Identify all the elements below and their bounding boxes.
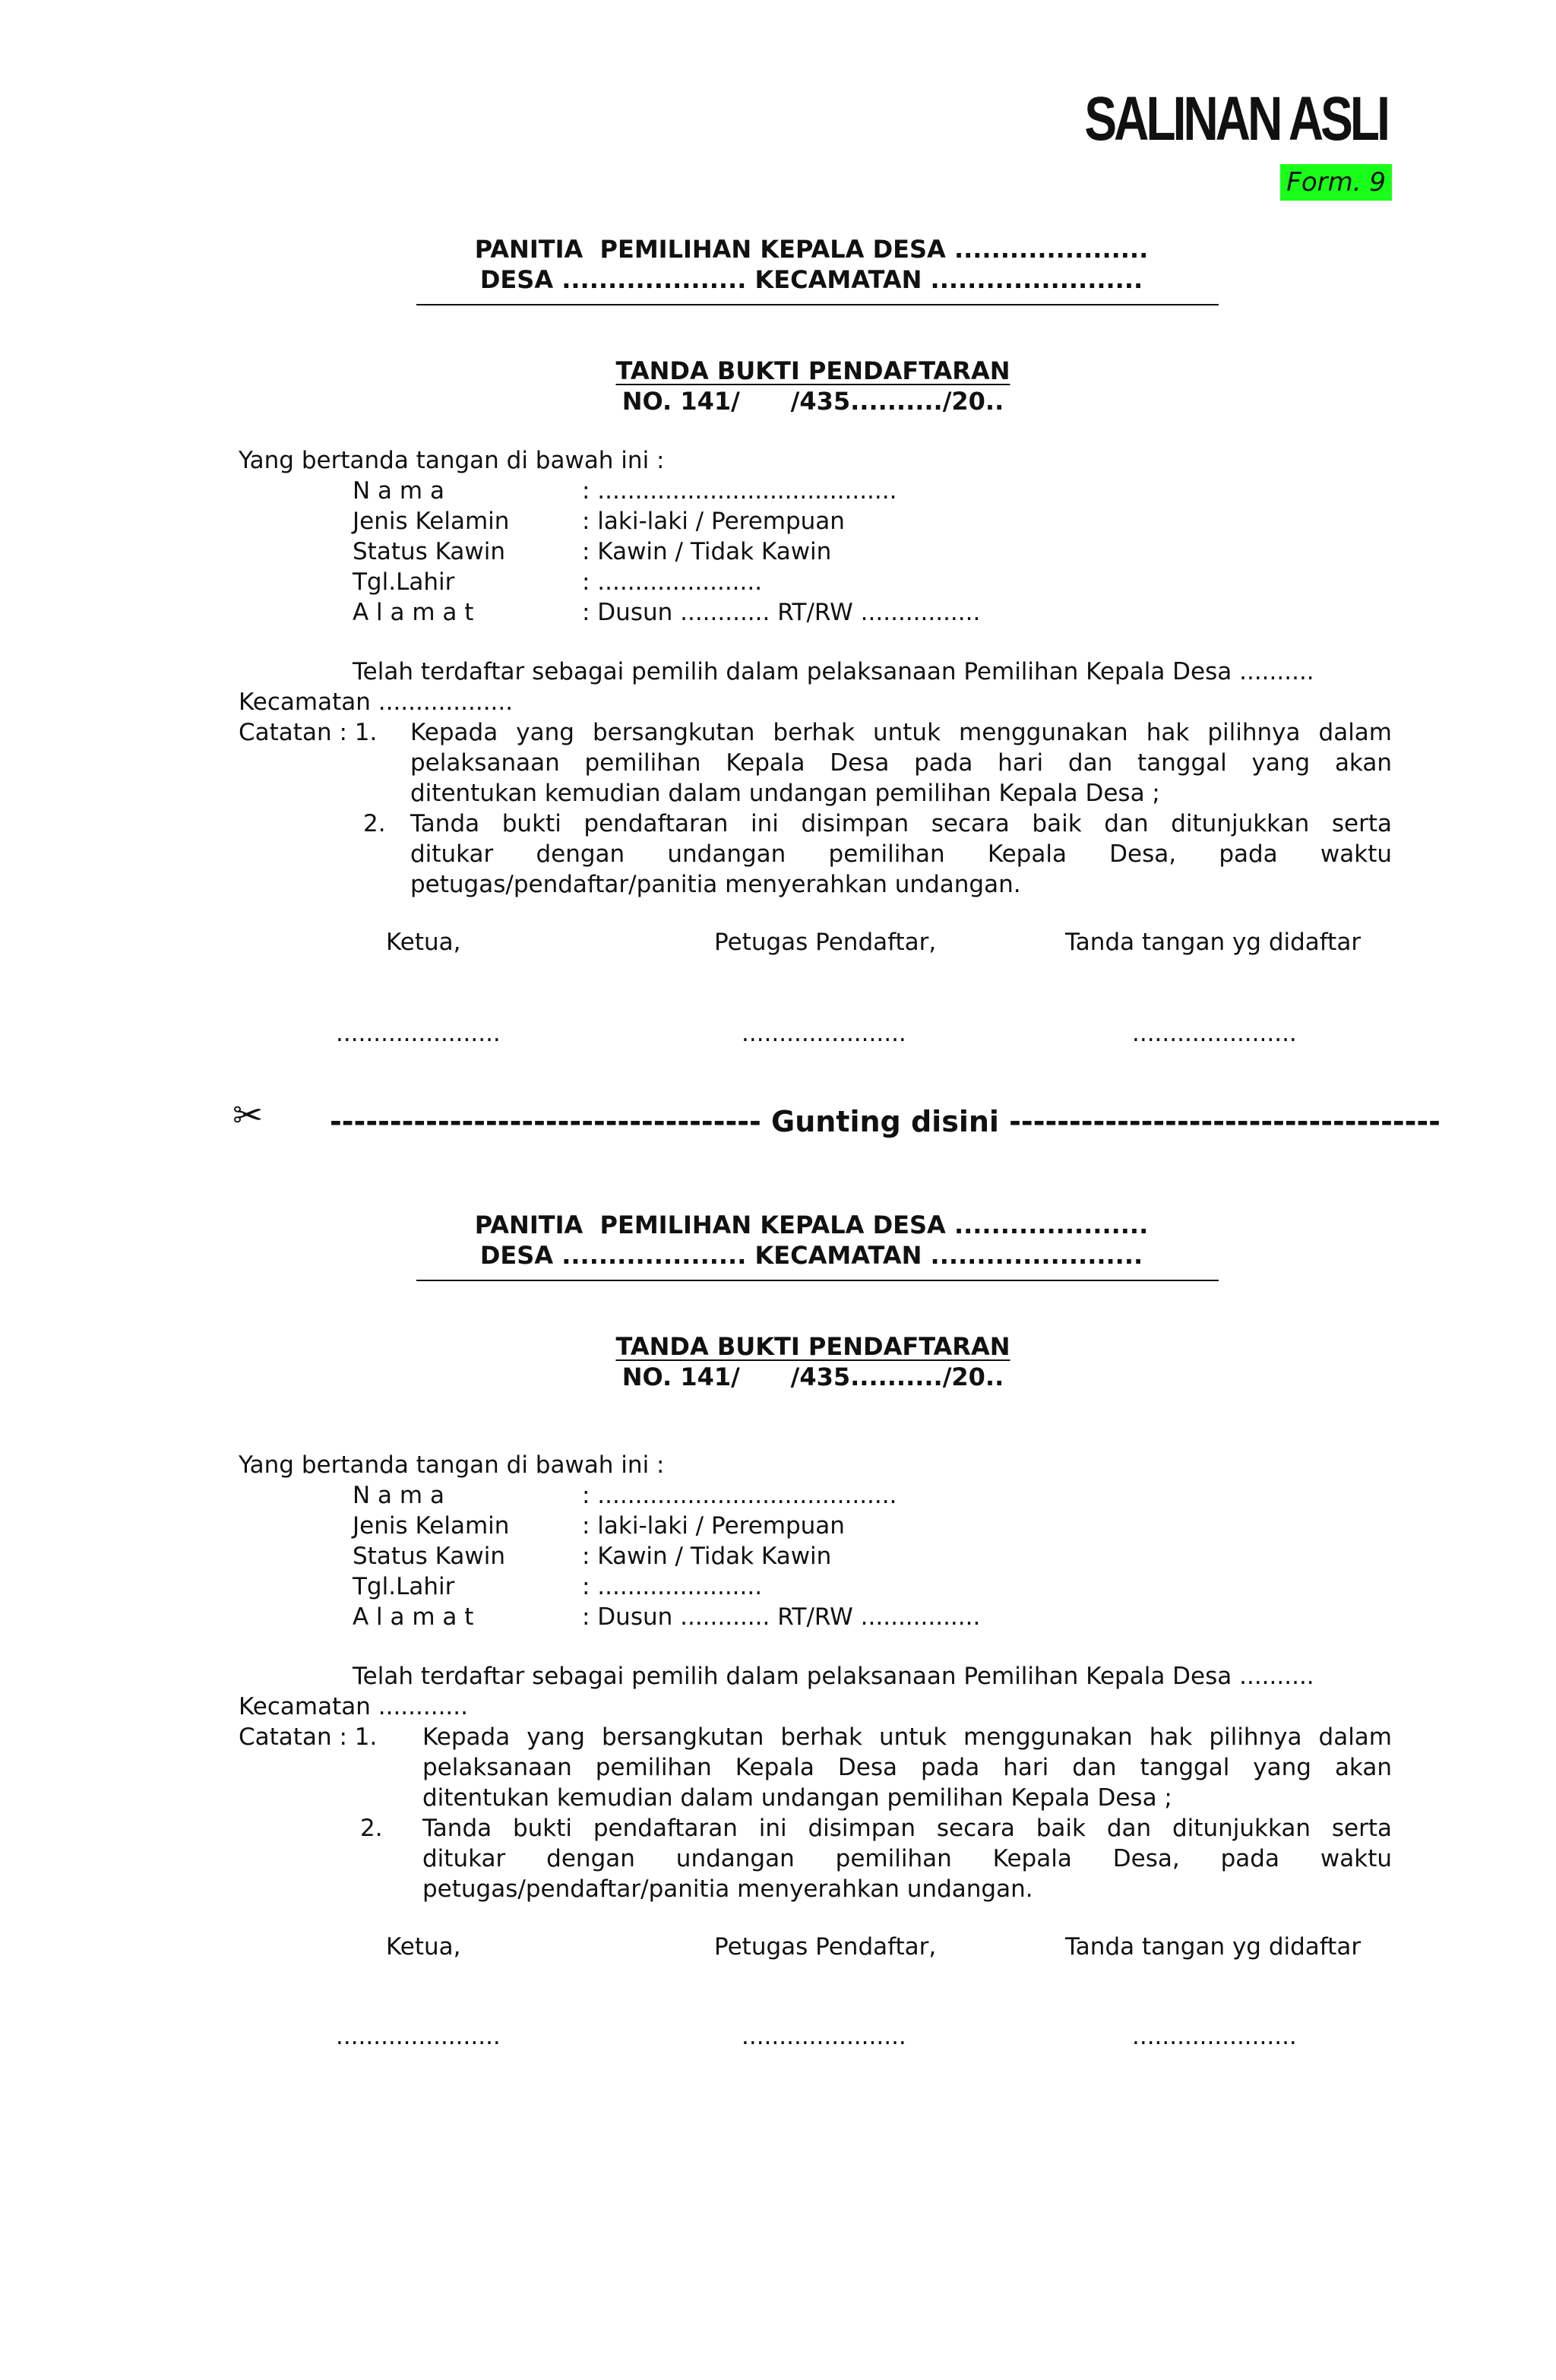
note-2-number: 2. <box>363 810 386 837</box>
signature-blank-petugas: ...................... <box>742 1020 906 1047</box>
note-1-line: Kepada yang bersangkutan berhak untuk menggunakan hak pilihnya dalam <box>422 1723 1392 1751</box>
field-value-nama: : ........................................ <box>582 1482 897 1509</box>
stamp-salinan-asli: SALINAN ASLI <box>1084 84 1387 153</box>
field-label-tgl-lahir: Tgl.Lahir <box>353 568 455 596</box>
signature-label-ketua: Ketua, <box>386 929 461 956</box>
header-divider <box>416 1280 1219 1281</box>
field-label-jenis-kelamin: Jenis Kelamin <box>353 508 510 535</box>
intro-text: Yang bertanda tangan di bawah ini : <box>239 1451 665 1479</box>
committee-header-line1: PANITIA PEMILIHAN KEPALA DESA ..................... <box>474 1211 1149 1239</box>
note-2-line: petugas/pendaftar/panitia menyerahkan undangan. <box>410 871 1021 898</box>
field-label-alamat: A l a m a t <box>353 599 474 626</box>
note-2-line: petugas/pendaftar/panitia menyerahkan undangan. <box>422 1875 1033 1903</box>
signature-label-petugas: Petugas Pendaftar, <box>714 1933 937 1961</box>
notes-label: Catatan : 1. <box>239 1723 378 1751</box>
receipt-title: TANDA BUKTI PENDAFTARAN <box>615 356 1010 385</box>
field-label-alamat: A l a m a t <box>353 1603 474 1631</box>
field-value-tgl-lahir: : ...................... <box>582 1573 763 1600</box>
header-divider <box>416 304 1219 305</box>
cut-here-text: ------------------------------------ Gunting disini ------------------------------------ <box>330 1105 1441 1138</box>
signature-blank-ketua: ...................... <box>336 2023 501 2050</box>
field-value-status-kawin: : Kawin / Tidak Kawin <box>582 1543 832 1570</box>
field-value-alamat: : Dusun ............ RT/RW ................ <box>582 599 981 626</box>
note-1-line: pelaksanaan pemilihan Kepala Desa pada hari dan tanggal yang akan <box>422 1754 1392 1781</box>
registered-statement: Telah terdaftar sebagai pemilih dalam pelaksanaan Pemilihan Kepala Desa .......... <box>353 1663 1314 1690</box>
signature-blank-ketua: ...................... <box>336 1020 501 1047</box>
registered-statement: Telah terdaftar sebagai pemilih dalam pelaksanaan Pemilihan Kepala Desa .......... <box>353 658 1314 685</box>
signature-label-ketua: Ketua, <box>386 1933 461 1961</box>
field-label-tgl-lahir: Tgl.Lahir <box>353 1573 455 1600</box>
field-label-status-kawin: Status Kawin <box>353 1543 506 1570</box>
note-2-line: Tanda bukti pendaftaran ini disimpan secara baik dan ditunjukkan serta <box>422 1815 1392 1842</box>
signature-blank-petugas: ...................... <box>742 2023 906 2050</box>
field-value-jenis-kelamin: : laki-laki / Perempuan <box>582 508 845 535</box>
intro-text: Yang bertanda tangan di bawah ini : <box>239 447 665 474</box>
signature-label-petugas: Petugas Pendaftar, <box>714 929 937 956</box>
field-label-jenis-kelamin: Jenis Kelamin <box>353 1512 510 1540</box>
registered-kecamatan: Kecamatan ............ <box>239 1693 468 1720</box>
note-1-line: Kepada yang bersangkutan berhak untuk menggunakan hak pilihnya dalam <box>410 719 1392 746</box>
field-value-nama: : ........................................ <box>582 477 897 505</box>
registered-kecamatan: Kecamatan .................. <box>239 688 514 716</box>
committee-header-line2: DESA .................... KECAMATAN ....................... <box>479 1241 1143 1270</box>
field-label-status-kawin: Status Kawin <box>353 538 506 565</box>
signature-blank-pendaftar: ...................... <box>1132 1020 1297 1047</box>
committee-header-line1: PANITIA PEMILIHAN KEPALA DESA ..................... <box>474 235 1149 264</box>
committee-header-line2: DESA .................... KECAMATAN ....................... <box>479 265 1143 294</box>
signature-blank-pendaftar: ...................... <box>1132 2023 1297 2050</box>
field-value-status-kawin: : Kawin / Tidak Kawin <box>582 538 832 565</box>
scissors-icon: ✂ <box>232 1094 264 1137</box>
field-value-tgl-lahir: : ...................... <box>582 568 763 596</box>
note-2-line: ditukar dengan undangan pemilihan Kepala Desa, pada waktu <box>422 1845 1392 1872</box>
signature-label-pendaftar: Tanda tangan yg didaftar <box>1065 929 1362 956</box>
receipt-number: NO. 141/ /435........../20.. <box>621 387 1004 416</box>
receipt-number: NO. 141/ /435........../20.. <box>621 1362 1004 1391</box>
field-label-nama: N a m a <box>353 1482 444 1509</box>
note-1-line: pelaksanaan pemilihan Kepala Desa pada hari dan tanggal yang akan <box>410 749 1392 777</box>
field-value-alamat: : Dusun ............ RT/RW ................ <box>582 1603 981 1631</box>
note-1-line: ditentukan kemudian dalam undangan pemilihan Kepala Desa ; <box>410 780 1160 807</box>
note-2-number: 2. <box>360 1815 383 1842</box>
field-value-jenis-kelamin: : laki-laki / Perempuan <box>582 1512 845 1540</box>
note-2-line: Tanda bukti pendaftaran ini disimpan secara baik dan ditunjukkan serta <box>410 810 1392 837</box>
form-number-label: Form. 9 <box>1280 164 1392 201</box>
signature-label-pendaftar: Tanda tangan yg didaftar <box>1065 1933 1362 1961</box>
note-1-line: ditentukan kemudian dalam undangan pemilihan Kepala Desa ; <box>422 1784 1172 1812</box>
notes-label: Catatan : 1. <box>239 719 378 746</box>
field-label-nama: N a m a <box>353 477 444 505</box>
note-2-line: ditukar dengan undangan pemilihan Kepala Desa, pada waktu <box>410 840 1392 868</box>
receipt-title: TANDA BUKTI PENDAFTARAN <box>615 1332 1010 1361</box>
